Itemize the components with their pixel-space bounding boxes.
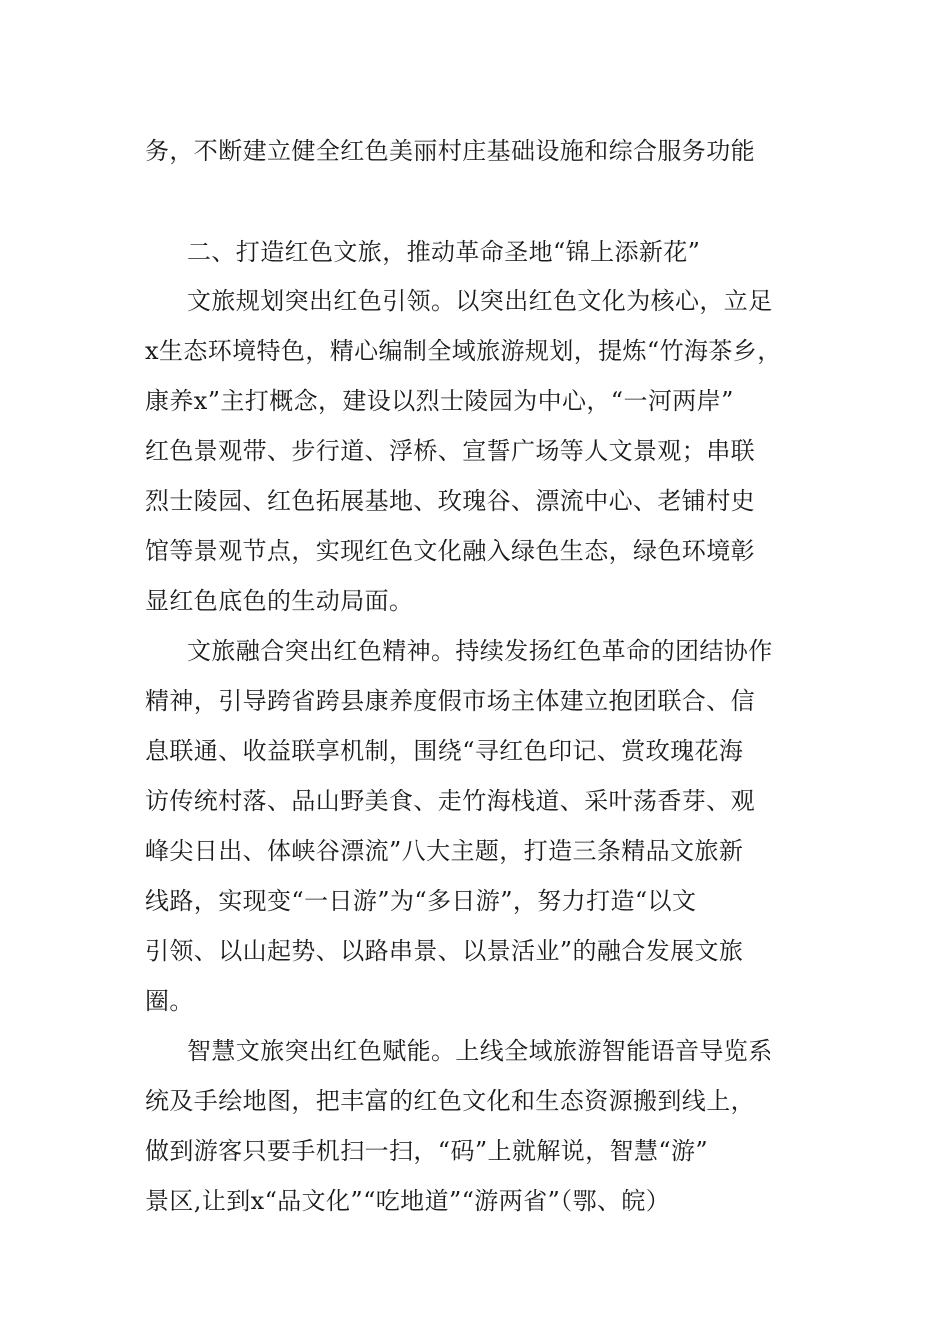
text-line-20: 做到游客只要手机扫一扫，“码”上就解说，智慧“游”	[145, 1137, 709, 1165]
text-line-6: 红色景观带、步行道、浮桥、宣誓广场等人文景观；串联	[145, 437, 755, 465]
text-line-8: 馆等景观节点，实现红色文化融入绿色生态，绿色环境彰	[145, 537, 755, 565]
text-line-3: 文旅规划突出红色引领。以突出红色文化为核心，立足	[187, 287, 773, 315]
text-line-13: 访传统村落、品山野美食、走竹海栈道、采叶荡香芽、观	[145, 787, 755, 815]
text-line-15: 线路，实现变“一日游”为“多日游”，努力打造“以文	[145, 887, 697, 915]
text-line-16: 引领、以山起势、以路串景、以景活业”的融合发展文旅	[145, 937, 744, 965]
text-line-11: 精神，引导跨省跨县康养度假市场主体建立抱团联合、信	[145, 687, 755, 715]
text-line-17: 圈。	[145, 987, 194, 1015]
text-line-1: 务，不断建立健全红色美丽村庄基础设施和综合服务功能	[145, 137, 755, 165]
section-heading: 二、打造红色文旅，推动革命圣地“锦上添新花”	[187, 238, 701, 266]
text-line-21: 景区,让到x“品文化”“吃地道”“游两省”（鄂、皖）	[145, 1187, 671, 1215]
text-line-5: 康养x”主打概念，建设以烈士陵园为中心，“一河两岸”	[145, 387, 734, 415]
text-line-4: x生态环境特色，精心编制全域旅游规划，提炼“竹海茶乡，	[145, 337, 782, 365]
text-line-9: 显红色底色的生动局面。	[145, 587, 414, 615]
text-line-10: 文旅融合突出红色精神。持续发扬红色革命的团结协作	[187, 637, 773, 665]
text-line-12: 息联通、收益联享机制，围绕“寻红色印记、赏玫瑰花海	[145, 737, 744, 765]
text-line-14: 峰尖日出、体峡谷漂流”八大主题，打造三条精品文旅新	[145, 837, 744, 865]
text-line-7: 烈士陵园、红色拓展基地、玫瑰谷、漂流中心、老铺村史	[145, 487, 755, 515]
text-line-18: 智慧文旅突出红色赋能。上线全域旅游智能语音导览系	[187, 1037, 773, 1065]
text-line-19: 统及手绘地图，把丰富的红色文化和生态资源搬到线上，	[145, 1087, 755, 1115]
